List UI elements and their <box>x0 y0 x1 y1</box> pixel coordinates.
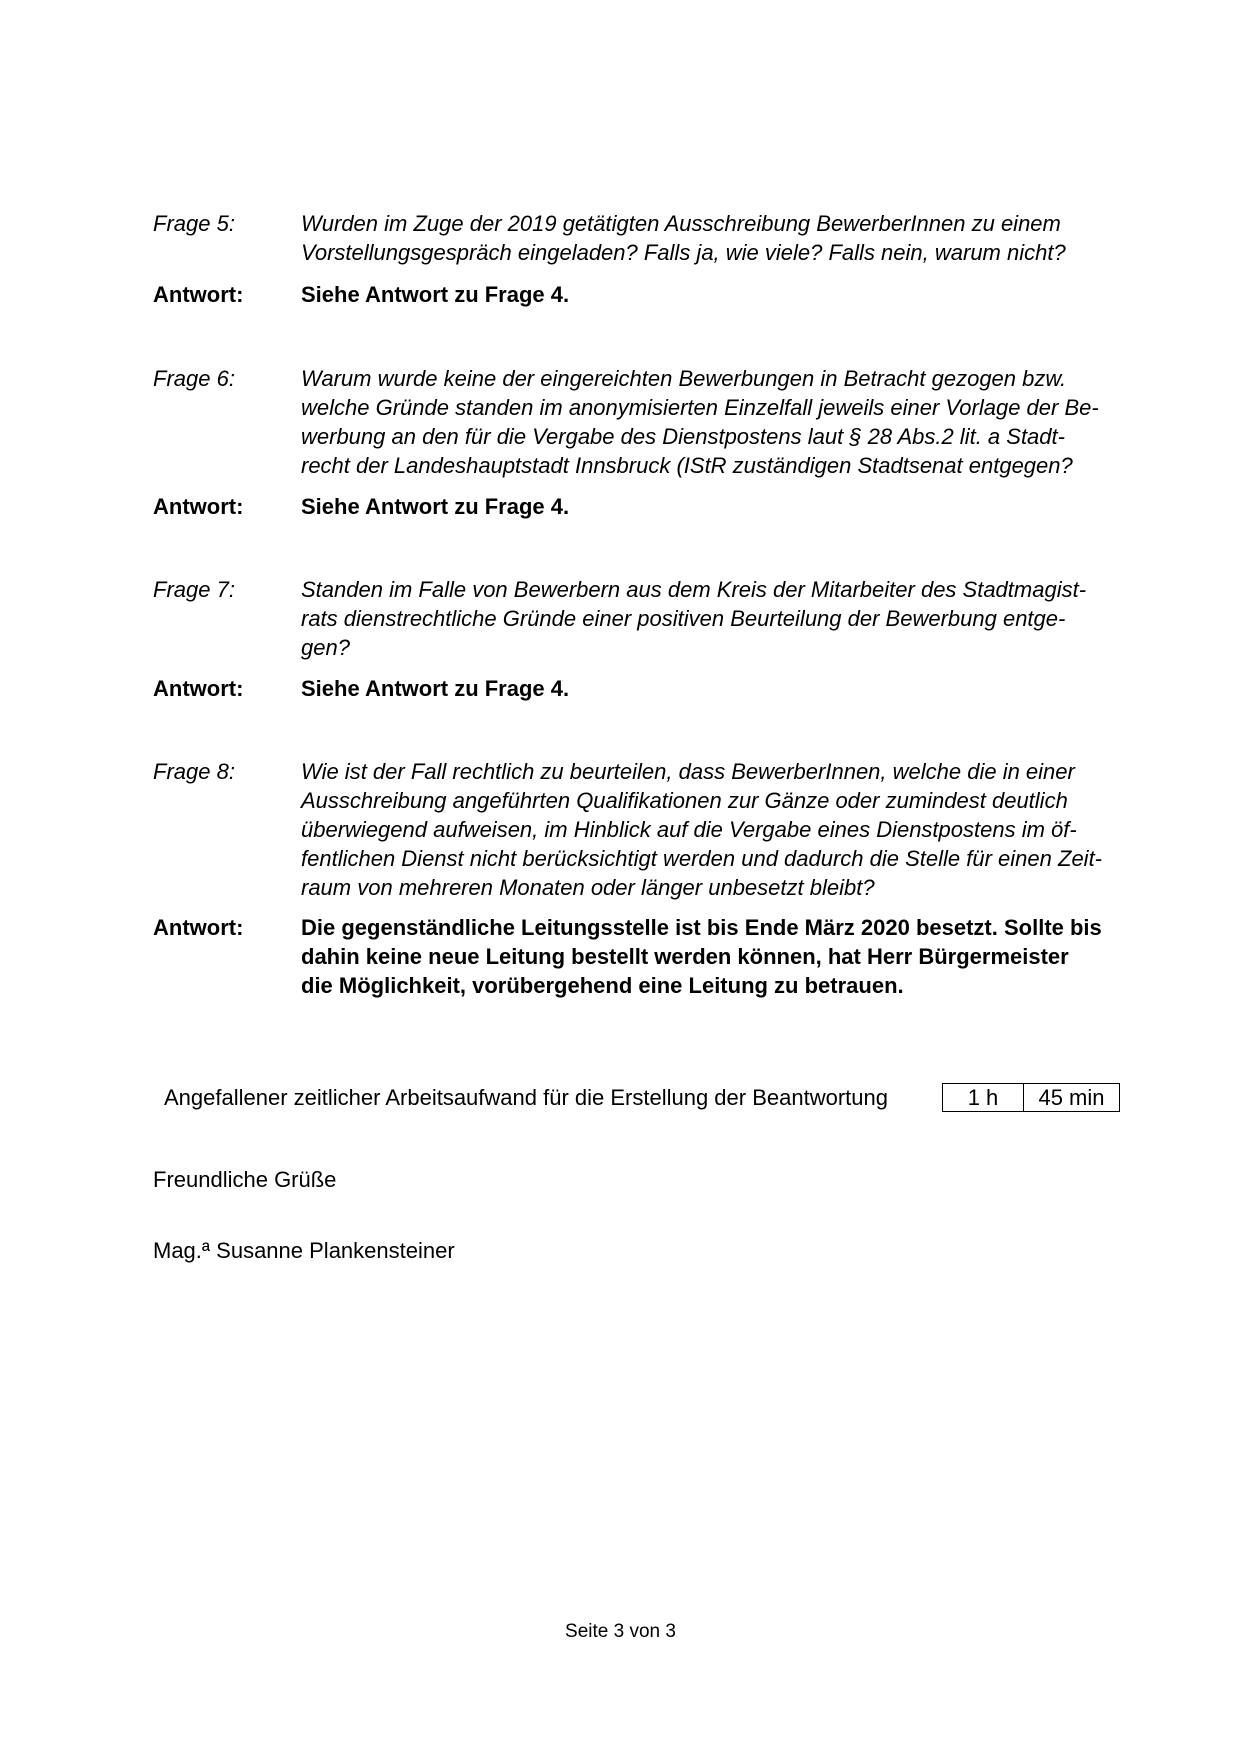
question-6 <box>153 364 1143 480</box>
answer-label: Antwort: <box>153 494 244 519</box>
answer-label: Antwort: <box>153 676 244 701</box>
answer-text: Siehe Antwort zu Frage 4. <box>301 282 570 307</box>
answer-text: Die gegenständliche Leitungsstelle ist bis Ende März 2020 besetzt. Sollte bis dahin keine neue Leitung bestellt werden können, hat Herr Bürgermeister die Möglichkeit, vorübergehend eine Leitung zu betrauen. <box>301 915 1102 998</box>
question-text: Wurden im Zuge der 2019 getätigten Ausschreibung BewerberInnen zu einem Vorstellungsgespräch eingeladen? Falls ja, wie viele? Falls nein, warum nicht? <box>301 211 1066 265</box>
signature-name: Mag.ª Susanne Plankensteiner <box>153 1238 455 1263</box>
answer-6 <box>153 492 1143 521</box>
question-text: Wie ist der Fall rechtlich zu beurteilen, dass BewerberInnen, welche die in einer Ausschreibung angeführten Qualifikationen zur Gänze oder zumindest deutlich überwiegend aufweisen, im Hinblick auf die Vergabe eines Dienstpostens im öf- fentlichen Dienst nicht berücksichtigt werden und dadurch die Stelle für einen Zeit- raum von mehreren Monaten oder länger unbesetzt bleibt? <box>301 759 1103 900</box>
answer-text: Siehe Antwort zu Frage 4. <box>301 494 570 519</box>
effort-table <box>942 1083 1120 1112</box>
question-7 <box>153 575 1143 662</box>
closing-greeting: Freundliche Grüße <box>153 1167 337 1192</box>
answer-8 <box>153 913 1143 1000</box>
answer-text: Siehe Antwort zu Frage 4. <box>301 676 570 701</box>
effort-hours: 1 h <box>943 1084 1024 1111</box>
question-5 <box>153 209 1143 267</box>
question-label: Frage 6: <box>153 366 235 391</box>
question-text: Warum wurde keine der eingereichten Bewerbungen in Betracht gezogen bzw. welche Gründe standen im anonymisierten Einzelfall jeweils einer Vorlage der Be- werbung an den für die Vergabe des Dienstpostens laut § 28 Abs.2 lit. a Stadt- recht der Landeshauptstadt Innsbruck (IStR zuständigen Stadtsenat entgegen? <box>301 366 1099 478</box>
question-8 <box>153 757 1143 902</box>
question-label: Frage 8: <box>153 759 235 784</box>
answer-label: Antwort: <box>153 915 244 940</box>
question-text: Standen im Falle von Bewerbern aus dem Kreis der Mitarbeiter des Stadtmagist- rats dienstrechtliche Gründe einer positiven Beurteilung der Bewerbung entge- gen? <box>301 577 1087 660</box>
effort-label: Angefallener zeitlicher Arbeitsaufwand für die Erstellung der Beantwortung <box>164 1085 888 1110</box>
answer-label: Antwort: <box>153 282 244 307</box>
question-label: Frage 5: <box>153 211 235 236</box>
page-footer: Seite 3 von 3 <box>565 1621 676 1642</box>
question-label: Frage 7: <box>153 577 235 602</box>
effort-minutes: 45 min <box>1038 1085 1105 1110</box>
answer-5 <box>153 280 1143 309</box>
answer-7 <box>153 674 1143 703</box>
